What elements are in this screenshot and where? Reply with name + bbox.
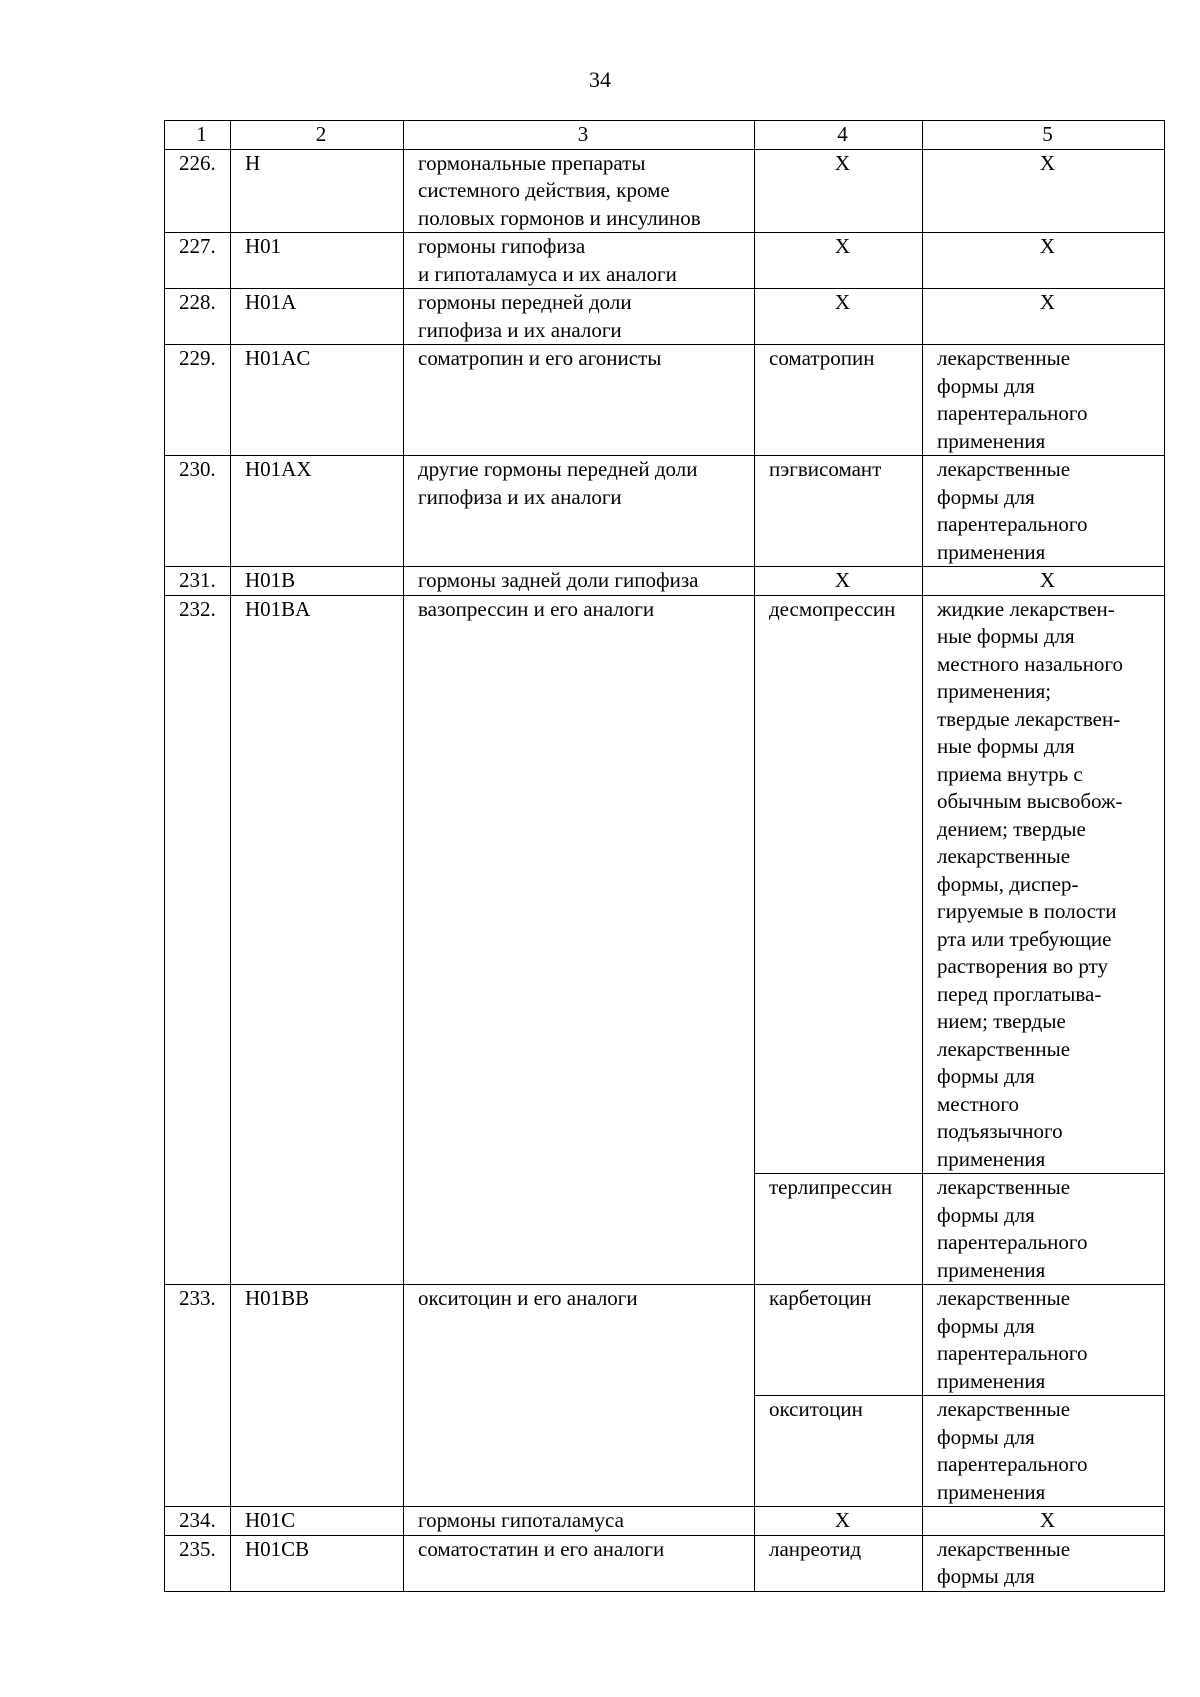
table-row [165,1285,1165,1396]
row-number: 232. [165,595,231,1285]
drug-name: окситоцин [755,1396,923,1507]
drug-name: соматропин [755,345,923,456]
atc-code: H01C [231,1507,404,1536]
drug-name: терлипрессин [755,1174,923,1285]
dosage-form: жидкие лекарствен- ные формы для местного назального применения; твердые лекарствен- ные формы для приема внутрь с обычным высвобож- дением; твердые лекарственные формы, диспер- гируемые в полости рта или требующие растворения во рту перед проглатыва- нием; твердые лекарственные формы для местного подъязычного применения [923,595,1165,1174]
group-name: соматропин и его агонисты [404,345,755,456]
drug-name: Х [755,1507,923,1536]
dosage-form: Х [923,149,1165,233]
table-row [165,233,1165,289]
column-header: 2 [231,121,404,150]
dosage-form: лекарственные формы для парентерального применения [923,1174,1165,1285]
group-name: другие гормоны передней доли гипофиза и их аналоги [404,456,755,567]
column-header: 3 [404,121,755,150]
dosage-form: лекарственные формы для [923,1535,1165,1591]
dosage-form: Х [923,289,1165,345]
group-name: гормоны гипоталамуса [404,1507,755,1536]
table-row [165,1507,1165,1536]
dosage-form: лекарственные формы для парентерального применения [923,345,1165,456]
row-number: 227. [165,233,231,289]
row-number: 231. [165,567,231,596]
row-number: 230. [165,456,231,567]
atc-code: H01BA [231,595,404,1285]
table-row [165,345,1165,456]
table-row [165,289,1165,345]
table-header-row [165,121,1165,150]
group-name: окситоцин и его аналоги [404,1285,755,1507]
dosage-form: Х [923,567,1165,596]
atc-code: H01AX [231,456,404,567]
group-name: гормоны гипофиза и гипоталамуса и их аналоги [404,233,755,289]
drug-name: карбетоцин [755,1285,923,1396]
group-name: гормональные препараты системного действия, кроме половых гормонов и инсулинов [404,149,755,233]
row-number: 226. [165,149,231,233]
drug-name: десмопрессин [755,595,923,1174]
drug-name: Х [755,567,923,596]
drug-name: Х [755,233,923,289]
atc-code: H01BB [231,1285,404,1507]
group-name: гормоны передней доли гипофиза и их аналоги [404,289,755,345]
table-row [165,595,1165,1174]
atc-code: H01 [231,233,404,289]
page-number: 34 [589,67,611,92]
table-row [165,1535,1165,1591]
dosage-form: лекарственные формы для парентерального применения [923,1285,1165,1396]
drug-name: пэгвисомант [755,456,923,567]
atc-code: H01A [231,289,404,345]
group-name: вазопрессин и его аналоги [404,595,755,1285]
column-header: 1 [165,121,231,150]
atc-code: H01CB [231,1535,404,1591]
drug-name: ланреотид [755,1535,923,1591]
row-number: 229. [165,345,231,456]
drug-name: Х [755,149,923,233]
dosage-form: Х [923,233,1165,289]
medicines-table [164,120,1165,1592]
atc-code: H01B [231,567,404,596]
dosage-form: Х [923,1507,1165,1536]
row-number: 234. [165,1507,231,1536]
drug-name: Х [755,289,923,345]
row-number: 233. [165,1285,231,1507]
group-name: гормоны задней доли гипофиза [404,567,755,596]
dosage-form: лекарственные формы для парентерального применения [923,1396,1165,1507]
atc-code: H [231,149,404,233]
column-header: 4 [755,121,923,150]
row-number: 228. [165,289,231,345]
column-header: 5 [923,121,1165,150]
table-row [165,456,1165,567]
table-row [165,567,1165,596]
group-name: соматостатин и его аналоги [404,1535,755,1591]
table-row [165,149,1165,233]
dosage-form: лекарственные формы для парентерального применения [923,456,1165,567]
atc-code: H01AC [231,345,404,456]
row-number: 235. [165,1535,231,1591]
